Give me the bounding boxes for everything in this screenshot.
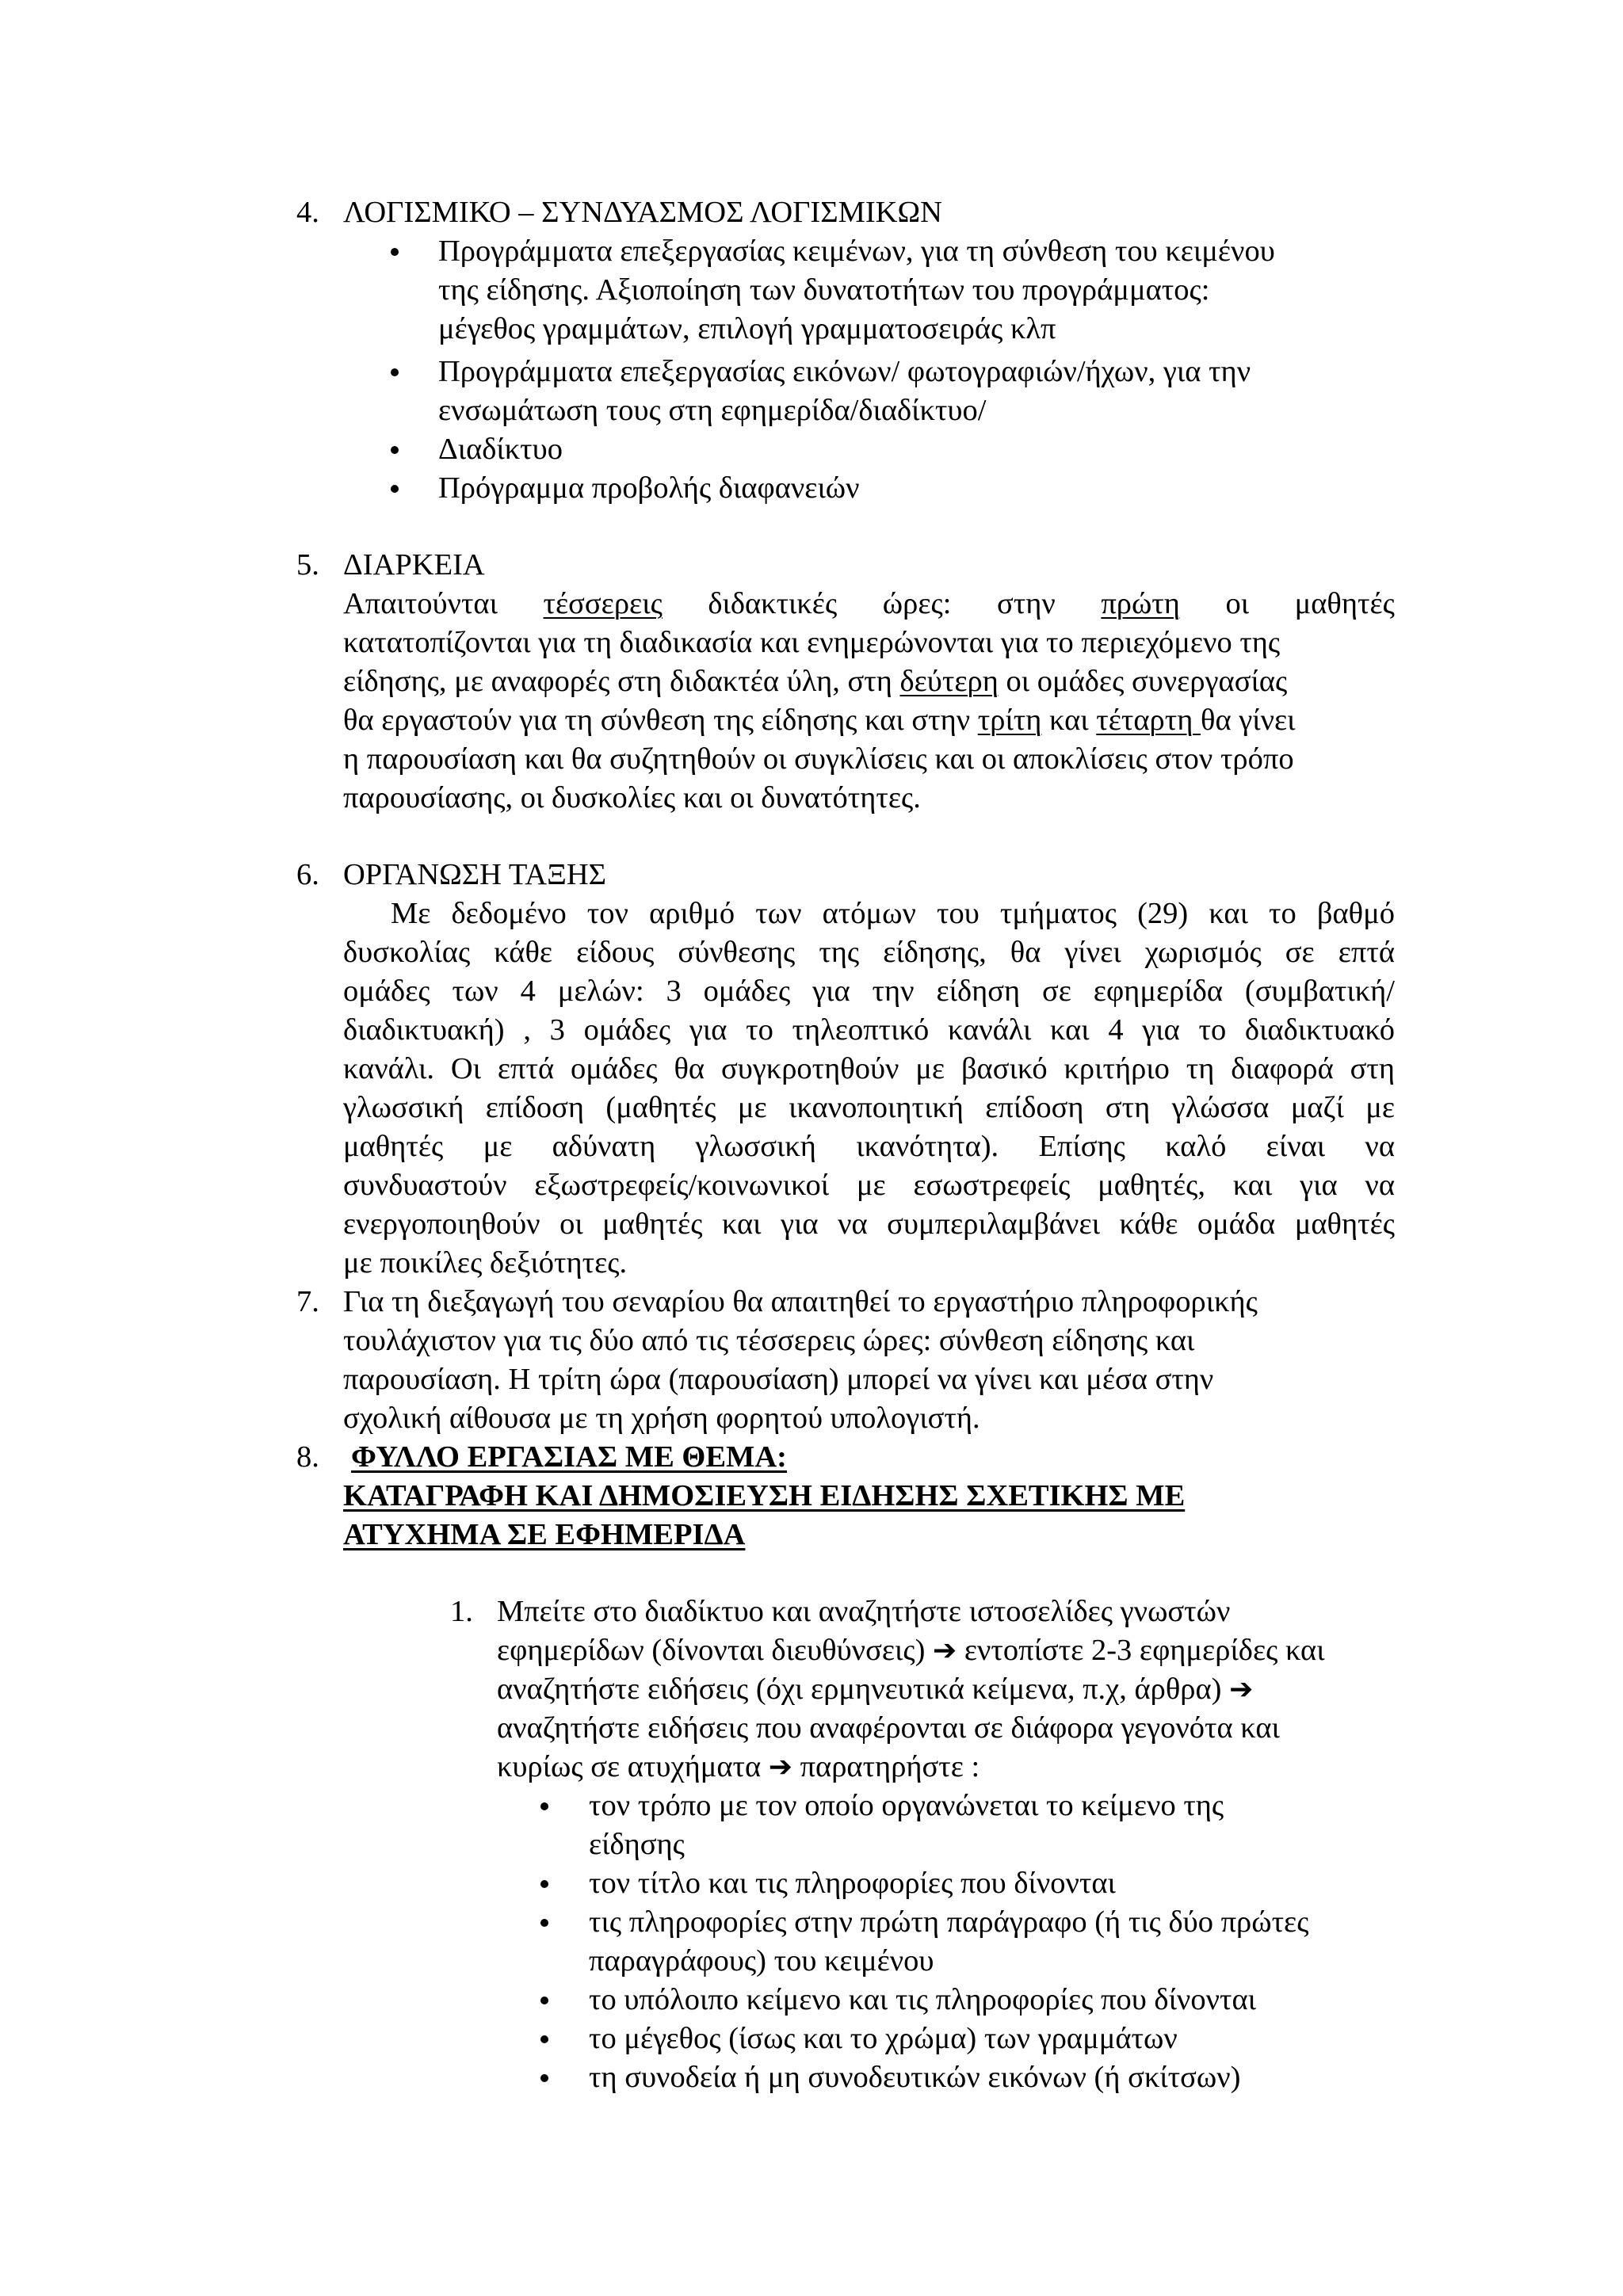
step-1-bullet-3-line-2: παραγράφους) του κειμένου xyxy=(589,1944,934,1978)
s6-last-line: με ποικίλες δεξιότητες. xyxy=(343,1246,628,1280)
worksheet-title-line-3: ΑΤΥΧΗΜΑ ΣΕ ΕΦΗΜΕΡΙΔΑ xyxy=(343,1518,746,1551)
s6-line-4: διαδικτυακή) , 3 ομάδες για το τηλεοπτικό κανάλι και 4 για το διαδικτυακό xyxy=(343,1013,1395,1047)
s7-line-2: τουλάχιστον για τις δύο από τις τέσσερεις ώρες: σύνθεση είδησης και xyxy=(343,1324,1195,1357)
s5-line-4: θα εργαστούν για τη σύνθεση της είδησης και στην τρίτη και τέταρτη θα γίνει xyxy=(343,704,1296,737)
bullet-icon xyxy=(540,2035,548,2043)
bullet-icon xyxy=(540,2074,548,2082)
section-4-number: 4. xyxy=(296,196,319,229)
bullet-icon xyxy=(540,1802,548,1810)
step-1-bullet-4: το υπόλοιπο κείμενο και τις πληροφορίες που δίνονται xyxy=(589,1983,1256,2016)
section-4-title: ΛΟΓΙΣΜΙΚΟ – ΣΥΝΔΥΑΣΜΟΣ ΛΟΓΙΣΜΙΚΩΝ xyxy=(343,196,942,229)
bullet-icon xyxy=(391,485,399,493)
s4-bullet-1-line-1: Προγράμματα επεξεργασίας κειμένων, για τη σύνθεση του κειμένου xyxy=(438,235,1275,268)
worksheet-title-line-2: ΚΑΤΑΓΡΑΦΗ ΚΑΙ ΔΗΜΟΣΙΕΥΣΗ ΕΙΔΗΣΗΣ ΣΧΕΤΙΚΗΣ ΜΕ xyxy=(343,1479,1186,1512)
s5-word: οι xyxy=(1225,587,1250,620)
bullet-icon xyxy=(391,368,399,376)
s6-line-8: συνδυαστούν εξωστρεφείς/κοινωνικοί με εσωστρεφείς μαθητές, και για να xyxy=(343,1169,1395,1202)
step-1-bullet-2: τον τίτλο και τις πληροφορίες που δίνονται xyxy=(589,1867,1116,1900)
s6-line-9: ενεργοποιηθούν οι μαθητές και για να συμπεριλαμβάνει κάθε ομάδα μαθητές xyxy=(343,1207,1395,1241)
step-1-line-5: κυρίως σε ατυχήματα ➔ παρατηρήστε : xyxy=(497,1750,980,1783)
s6-line-7: μαθητές με αδύνατη γλωσσική ικανότητα). Επίσης καλό είναι να xyxy=(343,1130,1395,1163)
section-5-title: ΔΙΑΡΚΕΙΑ xyxy=(343,548,485,582)
s7-line-3: παρουσίαση. Η τρίτη ώρα (παρουσίαση) μπορεί να γίνει και μέσα στην xyxy=(343,1363,1214,1396)
s4-bullet-1-line-2: της είδησης. Αξιοποίηση των δυνατοτήτων του προγράμματος: xyxy=(438,273,1210,307)
s5-line-2: κατατοπίζονται για τη διαδικασία και ενημερώνονται για το περιεχόμενο της xyxy=(343,626,1281,659)
s4-bullet-2-line-2: ενσωμάτωση τους στη εφημερίδα/διαδίκτυο/ xyxy=(438,394,987,427)
s7-line-1: Για τη διεξαγωγή του σεναρίου θα απαιτηθεί το εργαστήριο πληροφορικής xyxy=(343,1285,1258,1318)
step-1-bullet-6: τη συνοδεία ή μη συνοδευτικών εικόνων (ή σκίτσων) xyxy=(589,2061,1241,2094)
s6-line-2: δυσκολίας κάθε είδους σύνθεσης της είδησης, θα γίνει χωρισμός σε επτά xyxy=(343,936,1395,969)
s6-line-6: γλωσσική επίδοση (μαθητές με ικανοποιητική επίδοση στη γλώσσα μαζί με xyxy=(343,1091,1395,1124)
worksheet-title-line-1: ΦΥΛΛΟ ΕΡΓΑΣΙΑΣ ΜΕ ΘΕΜΑ: xyxy=(351,1440,787,1474)
s6-line-5: κανάλι. Οι επτά ομάδες θα συγκροτηθούν με βασικό κριτήριο τη διαφορά στη xyxy=(343,1052,1395,1085)
section-6-number: 6. xyxy=(296,858,319,891)
s5-line-3: είδησης, με αναφορές στη διδακτέα ύλη, στη δεύτερη οι ομάδες συνεργασίας xyxy=(343,665,1288,698)
s5-word: στην xyxy=(996,587,1056,620)
step-1-line-3: αναζητήστε ειδήσεις (όχι ερμηνευτικά κείμενα, π.χ, άρθρα) ➔ xyxy=(497,1672,1254,1706)
s5-underlined-four: τέσσερεις xyxy=(543,587,663,620)
s5-underlined-fourth: τέταρτη xyxy=(1096,704,1201,737)
bullet-icon xyxy=(391,446,399,454)
section-7-number: 7. xyxy=(296,1285,319,1318)
step-1-line-2: εφημερίδων (δίνονται διευθύνσεις) ➔ εντοπίστε 2-3 εφημερίδες και xyxy=(497,1634,1325,1667)
s4-bullet-4: Πρόγραμμα προβολής διαφανειών xyxy=(438,471,860,505)
section-8-number: 8. xyxy=(296,1440,319,1474)
bullet-icon xyxy=(540,1919,548,1927)
s6-line-1: Με δεδομένο τον αριθμό των ατόμων του τμήματος (29) και το βαθμό xyxy=(391,897,1395,930)
bullet-icon xyxy=(391,248,399,256)
s5-word: διδακτικές xyxy=(708,587,838,620)
step-1-bullet-1-line-1: τον τρόπο με τον οποίο οργανώνεται το κείμενο της xyxy=(589,1789,1224,1822)
bullet-icon xyxy=(540,1880,548,1888)
s5-underlined-second: δεύτερη xyxy=(899,665,999,698)
step-1-bullet-1-line-2: είδησης xyxy=(589,1828,685,1861)
s5-underlined-third: τρίτη xyxy=(977,704,1042,737)
bullet-icon xyxy=(540,1997,548,2004)
s6-line-3: ομάδες των 4 μελών: 3 ομάδες για την είδηση σε εφημερίδα (συμβατική/ xyxy=(343,974,1395,1008)
s5-underlined-first: πρώτη xyxy=(1101,587,1180,620)
s5-line-5: η παρουσίαση και θα συζητηθούν οι συγκλίσεις και οι αποκλίσεις στον τρόπο xyxy=(343,742,1294,776)
s5-word: Απαιτούνται xyxy=(343,587,498,620)
arrow-right-icon: ➔ xyxy=(768,1751,792,1783)
s7-line-4: σχολική αίθουσα με τη χρήση φορητού υπολογιστή. xyxy=(343,1402,980,1435)
section-6-title: ΟΡΓΑΝΩΣΗ ΤΑΞΗΣ xyxy=(343,858,607,891)
s5-line-1 xyxy=(343,585,1395,624)
step-1-bullet-3-line-1: τις πληροφορίες στην πρώτη παράγραφο (ή τις δύο πρώτες xyxy=(589,1905,1309,1939)
s5-word: ώρες: xyxy=(882,587,952,620)
step-1-line-4: αναζητήστε ειδήσεις που αναφέρονται σε διάφορα γεγονότα και xyxy=(497,1711,1280,1745)
s5-word: μαθητές xyxy=(1294,587,1395,620)
s4-bullet-3: Διαδίκτυο xyxy=(438,433,563,466)
s4-bullet-1-line-3: μέγεθος γραμμάτων, επιλογή γραμματοσειράς κλπ xyxy=(438,312,1056,345)
step-1-line-1: Μπείτε στο διαδίκτυο και αναζητήστε ιστοσελίδες γνωστών xyxy=(497,1595,1231,1628)
step-1-number: 1. xyxy=(450,1595,473,1628)
arrow-right-icon: ➔ xyxy=(1229,1673,1254,1706)
step-1-bullet-5: το μέγεθος (ίσως και το χρώμα) των γραμμάτων xyxy=(589,2022,1178,2055)
s4-bullet-2-line-1: Προγράμματα επεξεργασίας εικόνων/ φωτογραφιών/ήχων, για την xyxy=(438,355,1251,388)
arrow-right-icon: ➔ xyxy=(933,1634,957,1667)
section-5-number: 5. xyxy=(296,548,319,582)
s5-line-6: παρουσίασης, οι δυσκολίες και οι δυνατότητες. xyxy=(343,781,921,814)
